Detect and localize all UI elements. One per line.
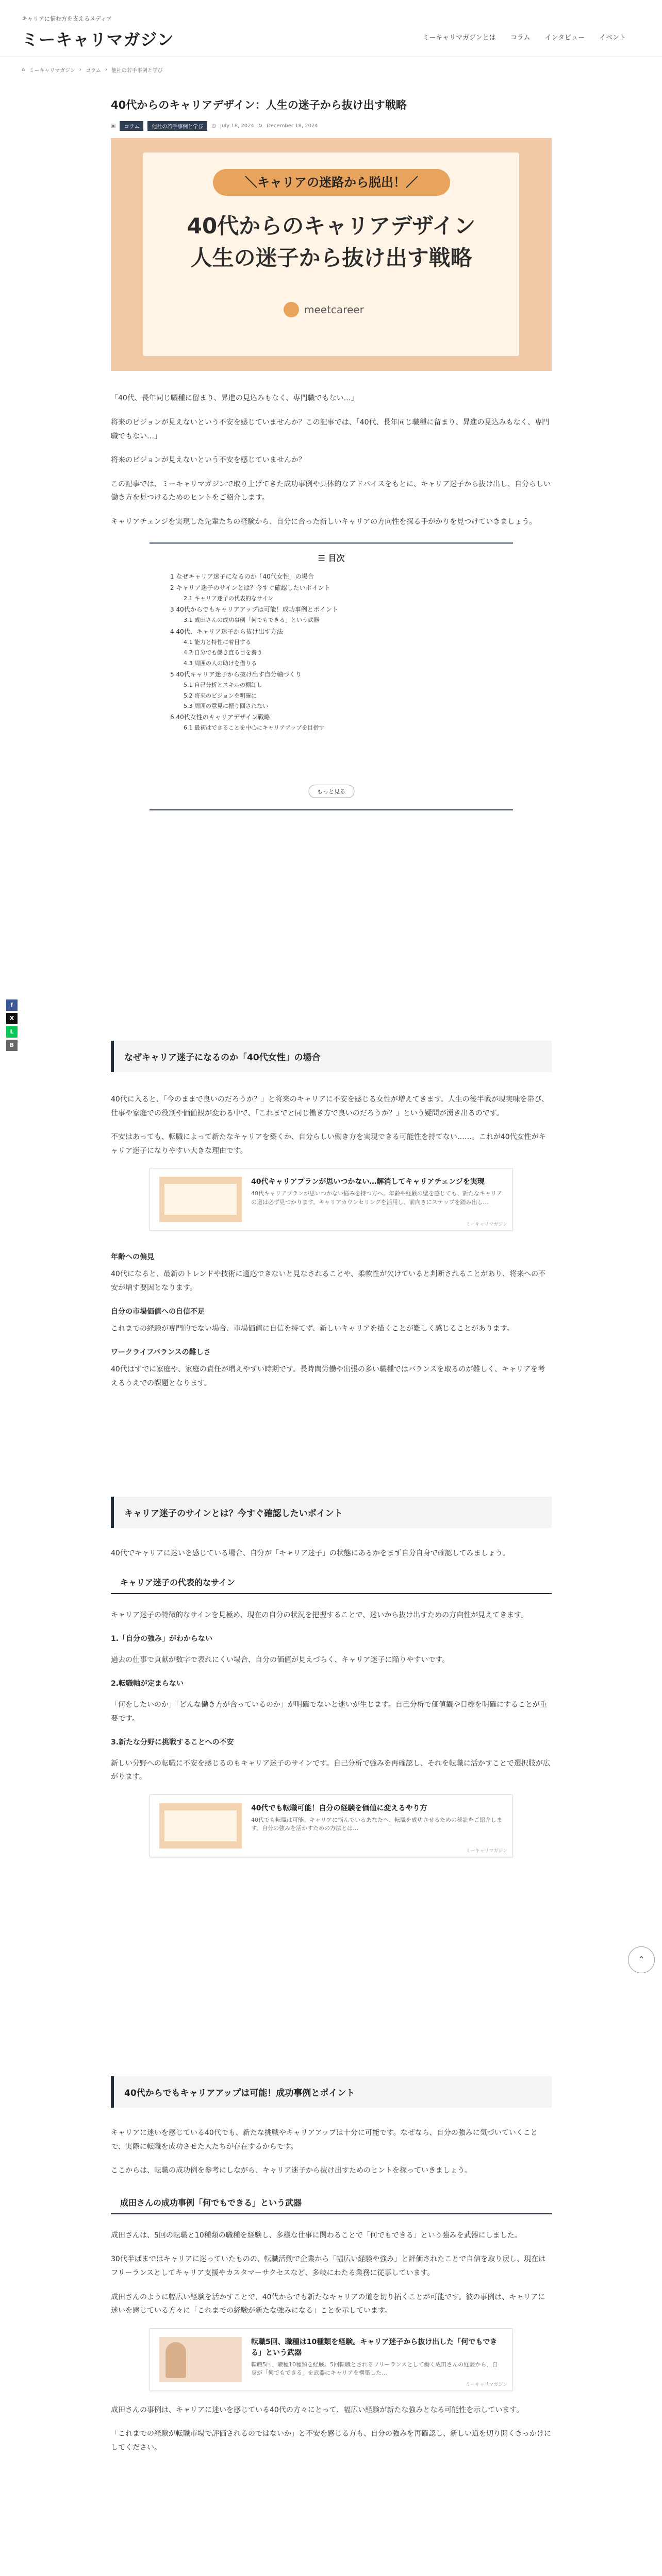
chevron-right-icon: › bbox=[105, 67, 107, 73]
toc-item[interactable]: 5.1 自己分析とスキルの棚卸し bbox=[184, 682, 262, 689]
toc-item[interactable]: 1 なぜキャリア迷子になるのか「40代女性」の場合 bbox=[170, 572, 314, 580]
subpoint-heading: 3.新たな分野に挑戦することへの不安 bbox=[111, 1738, 234, 1747]
breadcrumb-home[interactable]: ミーキャリマガジン bbox=[29, 68, 75, 74]
intro-paragraph: 「40代、長年同じ職種に留まり、昇進の見込みもなく、専門職でもない…」 bbox=[111, 394, 358, 403]
related-description: 40代でも転職は可能。キャリアに悩んでいるあなたへ、転職を成功させるための秘訣をご紹介します。自分の強みを活かすための方法とは… bbox=[251, 1816, 502, 1832]
paragraph: 「これまでの経験が転職市場で評価されるのではないか」と不安を感じる方も、自分の強みを再確認し、新しい道を切り開くきっかけにしてください。 bbox=[111, 2430, 551, 2452]
toc-item[interactable]: 3 40代からでもキャリアアップは可能！成功事例とポイント bbox=[170, 606, 338, 614]
related-article-card[interactable] bbox=[150, 1794, 513, 1857]
refresh-icon: ↻ bbox=[258, 123, 263, 129]
clock-icon: ◷ bbox=[211, 123, 217, 129]
subpoint-text: 40代はすでに家庭や、家庭の責任が増えやすい時期です。長時間労働や出張の多い職種ではバランスを取るのが難しく、キャリアを考えるうえでの課題となります。 bbox=[111, 1365, 545, 1387]
toc-fade bbox=[150, 745, 513, 778]
toc-item[interactable]: 5.3 周囲の意見に振り回されない bbox=[184, 702, 268, 709]
article bbox=[111, 98, 552, 810]
toc-item[interactable]: 6.1 最初はできることを中心にキャリアアップを目指す bbox=[184, 724, 325, 732]
category-badge[interactable]: コラム bbox=[120, 121, 143, 131]
list-icon: ☰ bbox=[318, 553, 328, 563]
share-x-button[interactable]: X bbox=[6, 1013, 18, 1024]
related-article-card[interactable] bbox=[150, 2328, 513, 2391]
subpoint-heading: 2.転職軸が定まらない bbox=[111, 1680, 184, 1688]
paragraph: キャリアに迷いを感じている40代でも、新たな挑戦やキャリアアップは十分に可能です。なぜなら、自分の強みに気づいていくことで、実際に転職を成功させた人たちが存在するからです。 bbox=[111, 2129, 538, 2151]
hero-ribbon: ＼キャリアの迷路から脱出！／ bbox=[213, 169, 450, 196]
section-body bbox=[111, 2403, 552, 2455]
paragraph: 成田さんは、5回の転職と10種類の職種を経験し、多様な仕事に関わることで「何でもできる」という強みを武器にしました。 bbox=[111, 2231, 522, 2240]
paragraph: 40代に入ると、「今のままで良いのだろうか？」と将来のキャリアに不安を感じる女性が増えてきます。人生の後半戦が現実味を帯び、仕事や家庭での役割や価値観が変わる中で、「これまでと同じ働き方で良いのだろうか？」という疑問が湧き出るのです。 bbox=[111, 1095, 549, 1117]
nav-about[interactable]: ミーキャリマガジンとは bbox=[422, 34, 496, 42]
subpoint-heading: 自分の市場価値への自信不足 bbox=[111, 1308, 205, 1316]
related-title: 40代でも転職可能！自分の経験を価値に変えるやり方 bbox=[251, 1804, 427, 1812]
brand-name: meetcareer bbox=[304, 303, 364, 316]
section-subpoints bbox=[111, 1250, 552, 1390]
hero-image bbox=[111, 138, 552, 371]
updated-date: December 18, 2024 bbox=[267, 123, 318, 129]
subpoint-text: 新しい分野への転職に不安を感じるのもキャリア迷子のサインです。自己分析で強みを再確認し、それを転職に活かすことで選択肢が広がります。 bbox=[111, 1759, 550, 1782]
section-1 bbox=[111, 1041, 552, 1400]
nav-interview[interactable]: インタビュー bbox=[544, 34, 585, 42]
intro-paragraph: 将来のビジョンが見えないという不安を感じていませんか？ bbox=[111, 456, 306, 465]
related-title: 40代キャリアプランが思いつかない…解消してキャリアチェンジを実現 bbox=[251, 1178, 485, 1187]
toc-item[interactable]: 6 40代女性のキャリアデザイン戦略 bbox=[170, 714, 270, 721]
subpoint-text: 過去の仕事で貢献が数字で表れにくい場合、自分の価値が見えづらく、キャリア迷子に陥りやすいです。 bbox=[111, 1655, 450, 1664]
subpoint-text: 「何をしたいのか」「どんな働き方が合っているのか」が明確でないと迷いが生じます。自己分析で価値観や目標を明確にすることが重要です。 bbox=[111, 1700, 547, 1723]
related-thumbnail bbox=[159, 2337, 242, 2382]
section-heading: キャリア迷子のサインとは？今すぐ確認したいポイント bbox=[111, 1497, 552, 1528]
toc-list bbox=[170, 571, 492, 734]
table-of-contents bbox=[150, 543, 513, 810]
intro-paragraph: 将来のビジョンが見えないという不安を感じていませんか？この記事では、「40代、長年同じ職種に留まり、昇進の見込みもなく、専門職でもない…」 bbox=[111, 418, 550, 440]
paragraph: 成田さんのように幅広い経験を活かすことで、40代からでも新たなキャリアの道を切り拓くことが可能です。彼の事例は、キャリアに迷いを感じている方々に「これまでの経験が新たな強みになる」ことを示しています。 bbox=[111, 2293, 545, 2315]
nav-event[interactable]: イベント bbox=[599, 34, 626, 42]
brand-logo-icon bbox=[284, 302, 299, 317]
related-source: ミーキャリマガジン bbox=[466, 1848, 507, 1854]
related-thumbnail bbox=[159, 1803, 242, 1849]
site-header bbox=[0, 0, 662, 57]
publish-date: July 18, 2024 bbox=[220, 123, 254, 129]
site-logo[interactable]: ミーキャリマガジン bbox=[22, 30, 174, 49]
related-source: ミーキャリマガジン bbox=[466, 1222, 507, 1228]
intro bbox=[111, 392, 552, 529]
chevron-right-icon: › bbox=[79, 67, 81, 73]
paragraph: 成田さんの事例は、キャリアに迷いを感じている40代の方々にとって、幅広い経験が新たな強みとなる可能性を示しています。 bbox=[111, 2405, 524, 2414]
share-facebook-button[interactable]: f bbox=[6, 999, 18, 1011]
breadcrumb bbox=[22, 66, 163, 74]
paragraph: 40代でキャリアに迷いを感じている場合、自分が「キャリア迷子」の状態にあるかをまず自分自身で確認してみましょう。 bbox=[111, 1549, 510, 1557]
section-2 bbox=[111, 1497, 552, 1857]
subpoint-heading: 1.「自分の強み」がわからない bbox=[111, 1635, 213, 1643]
toc-item[interactable]: 4.3 周囲の人の助けを借りる bbox=[184, 659, 257, 667]
hero-line-1: 40代からのキャリアデザイン bbox=[187, 213, 476, 239]
category-icon: ▣ bbox=[111, 123, 116, 129]
related-source: ミーキャリマガジン bbox=[466, 2382, 507, 2387]
tag-badge[interactable]: 他社の若手事例と学び bbox=[147, 121, 207, 131]
home-icon: ⌂ bbox=[22, 67, 25, 73]
global-nav bbox=[422, 32, 626, 42]
subpoint-heading: 年齢への偏見 bbox=[111, 1253, 154, 1262]
section-body bbox=[111, 2229, 552, 2318]
toc-item[interactable]: 4 40代、キャリア迷子から抜け出す方法 bbox=[170, 628, 283, 635]
paragraph: 不安はあっても、転職によって新たなキャリアを築くか、自分らしい働き方を実現できる可能性を持てない……。これが40代女性がキャリア迷子になりやすい大きな理由です。 bbox=[111, 1133, 546, 1155]
subsection-heading: キャリア迷子の代表的なサイン bbox=[111, 1571, 552, 1594]
section-body bbox=[111, 1608, 552, 1784]
hero-line-2: 人生の迷子から抜け出す戦略 bbox=[190, 245, 472, 271]
related-description: 転職5回、職種10種類を経験。5回転職とされるフリーランスとして働く成田さんの経験から、自身が「何でもできる」を武器にキャリアを構築した… bbox=[251, 2361, 498, 2377]
toc-item[interactable]: 4.1 能力と特性に着目する bbox=[184, 638, 251, 646]
share-hatena-button[interactable]: B bbox=[6, 1040, 18, 1051]
breadcrumb-category[interactable]: コラム bbox=[85, 68, 101, 74]
toc-item[interactable]: 4.2 自分でも働き直る目を養う bbox=[184, 649, 262, 656]
related-thumbnail bbox=[159, 1177, 242, 1222]
intro-paragraph: この記事では、ミーキャリマガジンで取り上げてきた成功事例や具体的なアドバイスをもとに、キャリア迷子から抜け出し、自分らしい働き方を見つけるためのヒントをご紹介します。 bbox=[111, 480, 551, 502]
intro-paragraph: キャリアチェンジを実現した先輩たちの経験から、自分に合った新しいキャリアの方向性を探る手がかりを見つけていきましょう。 bbox=[111, 517, 537, 526]
section-heading: なぜキャリア迷子になるのか「40代女性」の場合 bbox=[111, 1041, 552, 1072]
section-body bbox=[111, 2126, 552, 2178]
related-description: 40代キャリアプランが思いつかない悩みを持つ方へ。年齢や経験の壁を感じても、新たなキャリアの道は必ず見つかります。キャリアカウンセリングを活用し、前向きにステップを踏み出し… bbox=[251, 1190, 502, 1206]
toc-item[interactable]: 5.2 将来のビジョンを明確に bbox=[184, 692, 257, 699]
toc-item[interactable]: 2 キャリア迷子のサインとは？今すぐ確認したいポイント bbox=[170, 584, 330, 591]
hero-heading bbox=[111, 210, 552, 274]
section-body bbox=[111, 1093, 552, 1158]
subpoint-text: これまでの経験が専門的でない場合、市場価値に自信を持てず、新しいキャリアを描くことが難しく感じることがあります。 bbox=[111, 1324, 514, 1333]
section-body bbox=[111, 1547, 552, 1561]
share-line-button[interactable]: L bbox=[6, 1026, 18, 1038]
paragraph: 30代半ばまではキャリアに迷っていたものの、転職活動で企業から「幅広い経験や強み」と評価されたことで自信を取り戻し、現在はフリーランスとしてキャリア支援やカスタマーサクセスなど、多岐にわたる業務に従事しています。 bbox=[111, 2255, 546, 2277]
back-to-top-button[interactable]: ⌃ bbox=[628, 1946, 655, 1973]
hero-brand bbox=[284, 302, 364, 317]
paragraph: ここからは、転職の成功例を参考にしながら、キャリア迷子から抜け出すためのヒントを探っていきましょう。 bbox=[111, 2166, 472, 2175]
article-meta bbox=[111, 121, 552, 131]
breadcrumb-tag[interactable]: 他社の若手事例と学び bbox=[111, 68, 163, 74]
site-tagline: キャリアに悩む方を支えるメディア bbox=[22, 15, 112, 22]
related-article-card[interactable] bbox=[150, 1168, 513, 1231]
section-3 bbox=[111, 2076, 552, 2465]
toc-item[interactable]: 2.1 キャリア迷子の代表的なサイン bbox=[184, 595, 274, 602]
nav-column[interactable]: コラム bbox=[510, 34, 531, 42]
toc-title bbox=[170, 552, 492, 564]
person-image bbox=[166, 2342, 186, 2378]
toc-more-button[interactable]: もっと見る bbox=[308, 785, 354, 798]
toc-item[interactable]: 5 40代キャリア迷子から抜け出す自分軸づくり bbox=[170, 671, 302, 679]
subpoint-heading: ワークライフバランスの難しさ bbox=[111, 1348, 211, 1357]
toc-item[interactable]: 3.1 成田さんの成功事例「何でもできる」という武器 bbox=[184, 617, 319, 624]
article-title: 40代からのキャリアデザイン：人生の迷子から抜け出す戦略 bbox=[111, 99, 407, 111]
toc-title-text: 目次 bbox=[328, 553, 345, 563]
paragraph: キャリア迷子の特徴的なサインを見極め、現在の自分の状況を把握することで、迷いから抜け出すための方向性が見えてきます。 bbox=[111, 1611, 528, 1619]
related-title: 転職5回、職種は10種類を経験。キャリア迷子から抜け出した「何でもできる」という武器 bbox=[251, 2337, 498, 2357]
subsection-heading: 成田さんの成功事例「何でもできる」という武器 bbox=[111, 2191, 552, 2214]
subpoint-text: 40代になると、最新のトレンドや技術に適応できないと見なされることや、柔軟性が欠けていると判断されることがあり、将来への不安が増す要因となります。 bbox=[111, 1269, 546, 1292]
section-heading: 40代からでもキャリアアップは可能！成功事例とポイント bbox=[111, 2076, 552, 2108]
